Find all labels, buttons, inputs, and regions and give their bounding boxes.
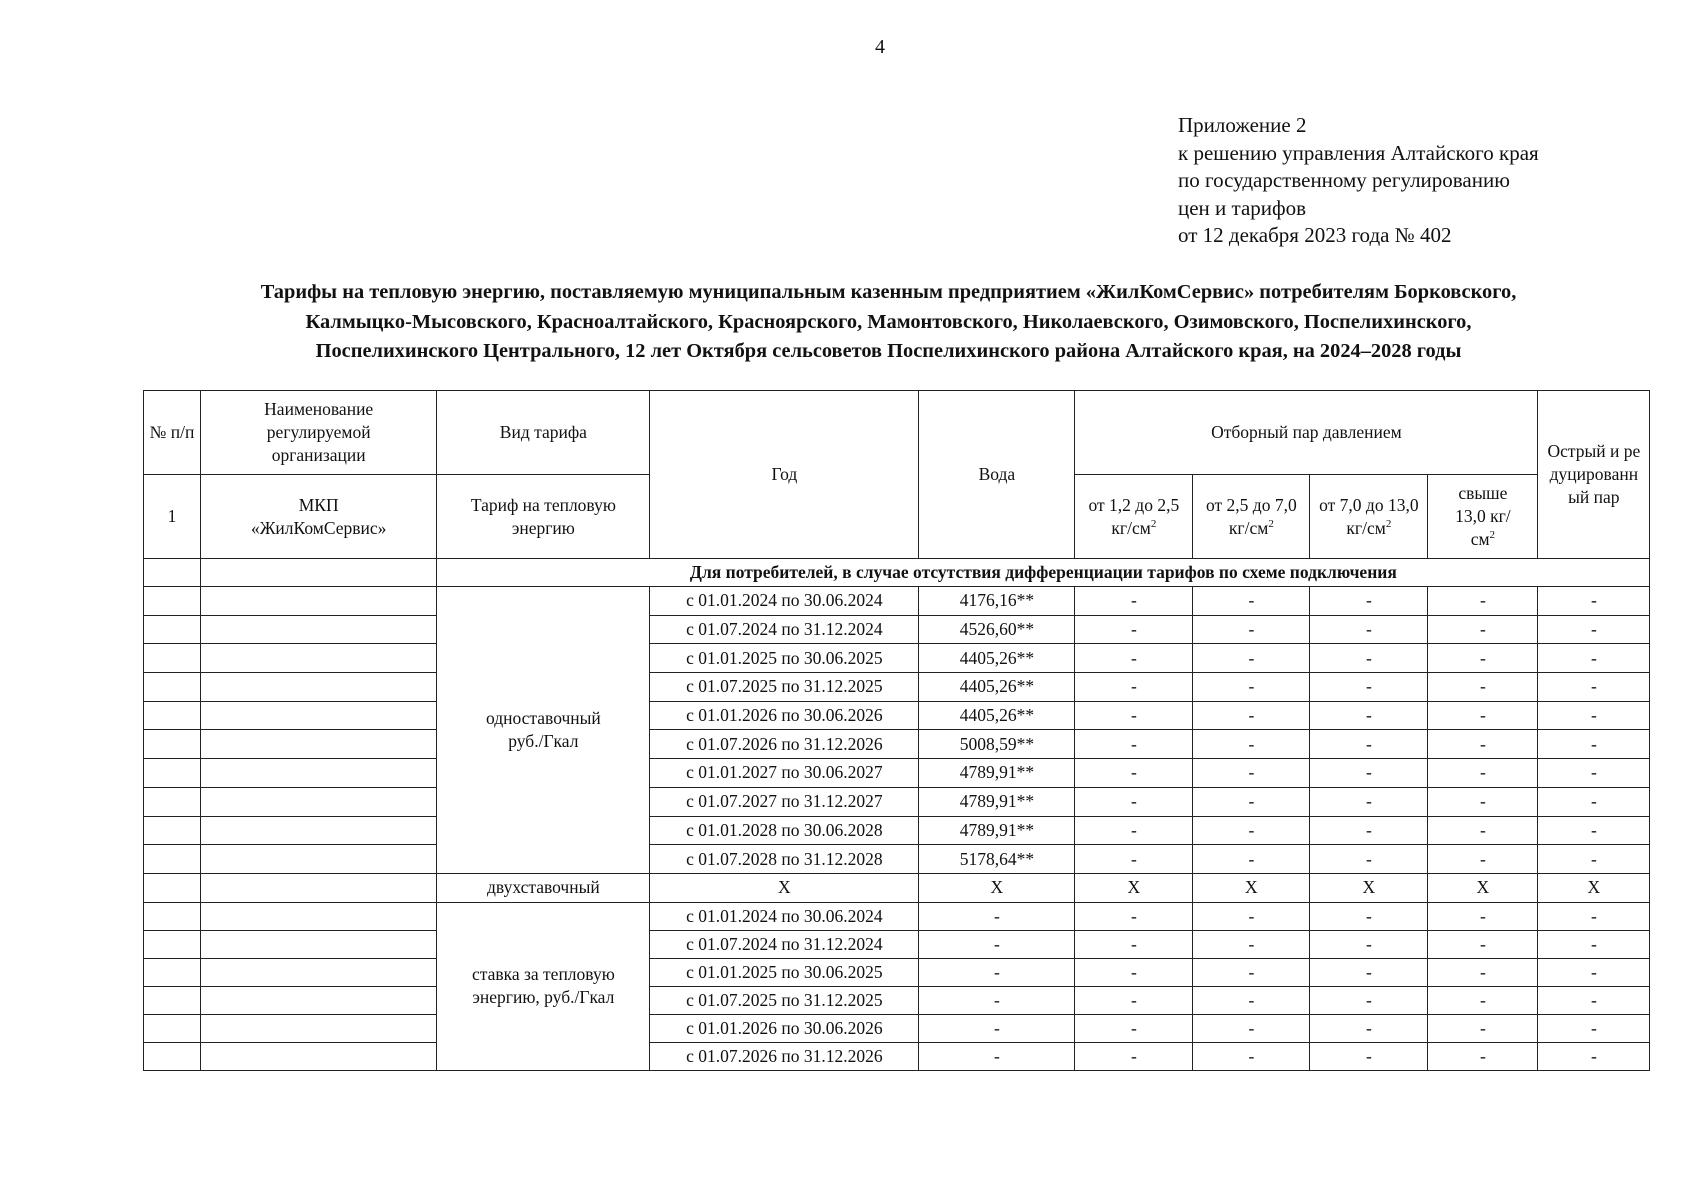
dash-cell: - — [1193, 845, 1310, 874]
period-cell: с 01.01.2028 по 30.06.2028 — [650, 816, 919, 845]
table-row — [144, 1042, 1650, 1070]
period-cell: с 01.07.2026 по 31.12.2026 — [650, 730, 919, 759]
dash-cell: - — [1193, 930, 1310, 958]
table-row — [144, 701, 1650, 730]
tariff-table — [143, 390, 1650, 1071]
dash-cell: - — [1193, 1014, 1310, 1042]
empty-cell — [201, 701, 437, 730]
dash-cell: - — [1075, 958, 1193, 986]
period-cell: с 01.07.2025 по 31.12.2025 — [650, 673, 919, 702]
dash-cell: - — [1310, 958, 1428, 986]
header-sharp-steam: Острый и редуцированный пар — [1538, 391, 1650, 559]
dash-cell: - — [1538, 787, 1650, 816]
dash-cell: - — [1428, 730, 1538, 759]
empty-cell — [201, 673, 437, 702]
dash-cell: - — [1310, 1042, 1428, 1070]
dash-cell: - — [1193, 730, 1310, 759]
dash-cell: - — [1310, 902, 1428, 930]
period-cell: с 01.07.2024 по 31.12.2024 — [650, 930, 919, 958]
empty-cell — [144, 559, 201, 587]
title-line: Тарифы на тепловую энергию, поставляемую муниципальным казенным предприятием «ЖилКомСервис» потребителям Борковского, — [260, 281, 1517, 303]
empty-cell — [201, 902, 437, 930]
empty-cell — [144, 701, 201, 730]
empty-cell — [201, 958, 437, 986]
table-row — [144, 587, 1650, 616]
water-value: 4789,91** — [919, 787, 1075, 816]
period-cell: с 01.01.2024 по 30.06.2024 — [650, 587, 919, 616]
dash-cell: - — [1310, 930, 1428, 958]
dash-cell: - — [1538, 587, 1650, 616]
dash-cell: - — [919, 958, 1075, 986]
table-row — [144, 673, 1650, 702]
dash-cell: - — [1538, 986, 1650, 1014]
row-number: 1 — [144, 475, 201, 559]
period-cell: с 01.07.2028 по 31.12.2028 — [650, 845, 919, 874]
dash-cell: - — [1538, 615, 1650, 644]
dash-cell: - — [1075, 759, 1193, 788]
dash-cell: - — [1310, 845, 1428, 874]
pressure-label: от 2,5 до 7,0 кг/см — [1206, 494, 1297, 538]
table-row — [144, 1014, 1650, 1042]
table-row — [144, 930, 1650, 958]
period-cell: с 01.01.2026 по 30.06.2026 — [650, 1014, 919, 1042]
dash-cell: - — [1310, 587, 1428, 616]
dash-cell: - — [1075, 587, 1193, 616]
dash-cell: - — [1538, 673, 1650, 702]
annex-line: к решению управления Алтайского края — [1178, 140, 1539, 165]
header-year: Год — [650, 391, 919, 559]
dash-cell: - — [1538, 930, 1650, 958]
section-heading: Для потребителей, в случае отсутствия дифференциации тарифов по схеме подключения — [437, 559, 1650, 587]
superscript: 2 — [1268, 517, 1274, 530]
dash-cell: - — [1075, 615, 1193, 644]
dash-cell: - — [919, 986, 1075, 1014]
title-line: Поспелихинского Центрального, 12 лет Октября сельсоветов Поспелихинского района Алтайского края, на 2024–2028 годы — [315, 340, 1462, 362]
dash-cell: - — [1193, 787, 1310, 816]
dash-cell: - — [1310, 986, 1428, 1014]
empty-cell — [201, 873, 437, 902]
water-value: 4405,26** — [919, 673, 1075, 702]
superscript: 2 — [1385, 517, 1392, 530]
dash-cell: - — [1193, 902, 1310, 930]
header-water: Вода — [919, 391, 1075, 559]
water-value: 4526,60** — [919, 615, 1075, 644]
period-cell: с 01.01.2025 по 30.06.2025 — [650, 644, 919, 673]
header-steam: Отборный пар давлением — [1075, 391, 1538, 475]
dash-cell: - — [1428, 1014, 1538, 1042]
dash-cell: - — [1428, 615, 1538, 644]
header-num: № п/п — [144, 391, 201, 475]
dash-cell: - — [1428, 787, 1538, 816]
dash-cell: - — [1428, 759, 1538, 788]
dash-cell: - — [1193, 587, 1310, 616]
page-number: 4 — [875, 36, 885, 58]
section-row — [144, 559, 1650, 587]
period-cell: с 01.07.2027 по 31.12.2027 — [650, 787, 919, 816]
superscript: 2 — [1489, 529, 1496, 542]
empty-cell — [201, 730, 437, 759]
table-row — [144, 759, 1650, 788]
table-row — [144, 816, 1650, 845]
empty-cell — [201, 1042, 437, 1070]
dash-cell: - — [1538, 1042, 1650, 1070]
dash-cell: - — [1193, 958, 1310, 986]
empty-cell — [144, 986, 201, 1014]
dash-cell: - — [1310, 1014, 1428, 1042]
dash-cell: - — [1075, 986, 1193, 1014]
dash-cell: - — [1538, 644, 1650, 673]
dash-cell: - — [1075, 673, 1193, 702]
header-pressure-1 — [1075, 475, 1193, 559]
dash-cell: - — [1075, 930, 1193, 958]
dash-cell: - — [1310, 759, 1428, 788]
table-row — [144, 615, 1650, 644]
empty-cell — [201, 644, 437, 673]
empty-cell — [201, 559, 437, 587]
table-row — [144, 873, 1650, 902]
table-row — [144, 986, 1650, 1014]
dash-cell: - — [1428, 958, 1538, 986]
empty-cell — [201, 759, 437, 788]
dash-cell: - — [1075, 730, 1193, 759]
empty-cell — [144, 759, 201, 788]
dash-cell: - — [1428, 816, 1538, 845]
empty-cell — [201, 986, 437, 1014]
dash-cell: - — [919, 902, 1075, 930]
x-mark: X — [1075, 873, 1193, 902]
empty-cell — [144, 845, 201, 874]
header-type: Вид тарифа — [437, 391, 650, 475]
x-mark: X — [1538, 873, 1650, 902]
empty-cell — [201, 1014, 437, 1042]
dash-cell: - — [1193, 759, 1310, 788]
empty-cell — [144, 816, 201, 845]
heat-rate-label: ставка за тепловую энергию, руб./Гкал — [437, 902, 650, 1070]
x-mark: X — [1428, 873, 1538, 902]
dash-cell: - — [1428, 930, 1538, 958]
dash-cell: - — [1310, 816, 1428, 845]
period-cell: с 01.01.2026 по 30.06.2026 — [650, 701, 919, 730]
table-row — [144, 730, 1650, 759]
dash-cell: - — [1310, 644, 1428, 673]
x-mark: X — [650, 873, 919, 902]
period-cell: с 01.07.2024 по 31.12.2024 — [650, 615, 919, 644]
table-row — [144, 958, 1650, 986]
dash-cell: - — [1538, 902, 1650, 930]
water-value: 5008,59** — [919, 730, 1075, 759]
empty-cell — [201, 615, 437, 644]
x-mark: X — [919, 873, 1075, 902]
dash-cell: - — [1310, 673, 1428, 702]
empty-cell — [144, 1014, 201, 1042]
dash-cell: - — [1075, 644, 1193, 673]
dash-cell: - — [1538, 958, 1650, 986]
dash-cell: - — [1075, 1042, 1193, 1070]
dash-cell: - — [1310, 730, 1428, 759]
period-cell: с 01.07.2025 по 31.12.2025 — [650, 986, 919, 1014]
dash-cell: - — [1538, 1014, 1650, 1042]
dash-cell: - — [1428, 644, 1538, 673]
dash-cell: - — [1538, 759, 1650, 788]
org-name: МКП «ЖилКомСервис» — [201, 475, 437, 559]
empty-cell — [144, 587, 201, 616]
dash-cell: - — [1193, 986, 1310, 1014]
dash-cell: - — [1193, 1042, 1310, 1070]
period-cell: с 01.01.2027 по 30.06.2027 — [650, 759, 919, 788]
dash-cell: - — [1193, 615, 1310, 644]
dash-cell: - — [1193, 701, 1310, 730]
dash-cell: - — [1538, 730, 1650, 759]
empty-cell — [144, 930, 201, 958]
header-pressure-3 — [1310, 475, 1428, 559]
empty-cell — [144, 615, 201, 644]
dash-cell: - — [919, 1042, 1075, 1070]
water-value: 4405,26** — [919, 644, 1075, 673]
empty-cell — [144, 673, 201, 702]
water-value: 4405,26** — [919, 701, 1075, 730]
empty-cell — [144, 958, 201, 986]
annex-line: по государственному регулированию — [1178, 168, 1510, 192]
table-row — [144, 902, 1650, 930]
table-row — [144, 845, 1650, 874]
x-mark: X — [1193, 873, 1310, 902]
dash-cell: - — [1193, 644, 1310, 673]
dash-cell: - — [1428, 1042, 1538, 1070]
dash-cell: - — [1428, 701, 1538, 730]
dash-cell: - — [1075, 1014, 1193, 1042]
empty-cell — [144, 1042, 201, 1070]
empty-cell — [144, 730, 201, 759]
period-cell: с 01.01.2025 по 30.06.2025 — [650, 958, 919, 986]
dash-cell: - — [1428, 673, 1538, 702]
single-rate-label: одноставочный руб./Гкал — [437, 587, 650, 874]
table-row — [144, 787, 1650, 816]
dash-cell: - — [1075, 902, 1193, 930]
empty-cell — [144, 644, 201, 673]
water-value: 4789,91** — [919, 759, 1075, 788]
annex-line: цен и тарифов — [1178, 195, 1307, 220]
pressure-label: от 1,2 до 2,5 кг/см — [1088, 494, 1180, 538]
header-org: Наименование регулируемой организации — [201, 391, 437, 475]
dash-cell: - — [1075, 845, 1193, 874]
pressure-label: от 7,0 до 13,0 кг/см — [1319, 494, 1419, 538]
pressure-label: свыше 13,0 кг/см — [1455, 483, 1511, 549]
tariff-type: Тариф на тепловую энергию — [437, 475, 650, 559]
empty-cell — [201, 816, 437, 845]
dash-cell: - — [1428, 902, 1538, 930]
annex-line: Приложение 2 — [1178, 113, 1307, 137]
title-line: Калмыцко-Мысовского, Красноалтайского, Красноярского, Мамонтовского, Николаевского, Озимовского, Поспелихинского, — [305, 310, 1472, 333]
x-mark: X — [1310, 873, 1428, 902]
dash-cell: - — [1075, 816, 1193, 845]
dash-cell: - — [1428, 845, 1538, 874]
empty-cell — [144, 873, 201, 902]
table-row — [144, 644, 1650, 673]
period-cell: с 01.01.2024 по 30.06.2024 — [650, 902, 919, 930]
document-title — [126, 278, 1651, 367]
period-cell: с 01.07.2026 по 31.12.2026 — [650, 1042, 919, 1070]
empty-cell — [144, 787, 201, 816]
header-pressure-4 — [1428, 475, 1538, 559]
superscript: 2 — [1150, 517, 1157, 530]
dash-cell: - — [919, 1014, 1075, 1042]
dash-cell: - — [1538, 845, 1650, 874]
dash-cell: - — [1538, 701, 1650, 730]
header-pressure-2 — [1193, 475, 1310, 559]
annex-block — [1178, 112, 1539, 250]
empty-cell — [201, 845, 437, 874]
dash-cell: - — [1310, 615, 1428, 644]
header-row — [144, 391, 1650, 475]
dash-cell: - — [1310, 701, 1428, 730]
empty-cell — [201, 587, 437, 616]
water-value: 4789,91** — [919, 816, 1075, 845]
dash-cell: - — [1538, 816, 1650, 845]
dash-cell: - — [1428, 986, 1538, 1014]
dash-cell: - — [1075, 701, 1193, 730]
water-value: 4176,16** — [919, 587, 1075, 616]
dash-cell: - — [1193, 673, 1310, 702]
dash-cell: - — [1428, 587, 1538, 616]
empty-cell — [144, 902, 201, 930]
dash-cell: - — [1075, 787, 1193, 816]
water-value: 5178,64** — [919, 845, 1075, 874]
dash-cell: - — [919, 930, 1075, 958]
empty-cell — [201, 787, 437, 816]
dash-cell: - — [1310, 787, 1428, 816]
dash-cell: - — [1193, 816, 1310, 845]
two-rate-label: двухставочный — [437, 873, 650, 902]
annex-line: от 12 декабря 2023 года № 402 — [1178, 223, 1452, 247]
empty-cell — [201, 930, 437, 958]
